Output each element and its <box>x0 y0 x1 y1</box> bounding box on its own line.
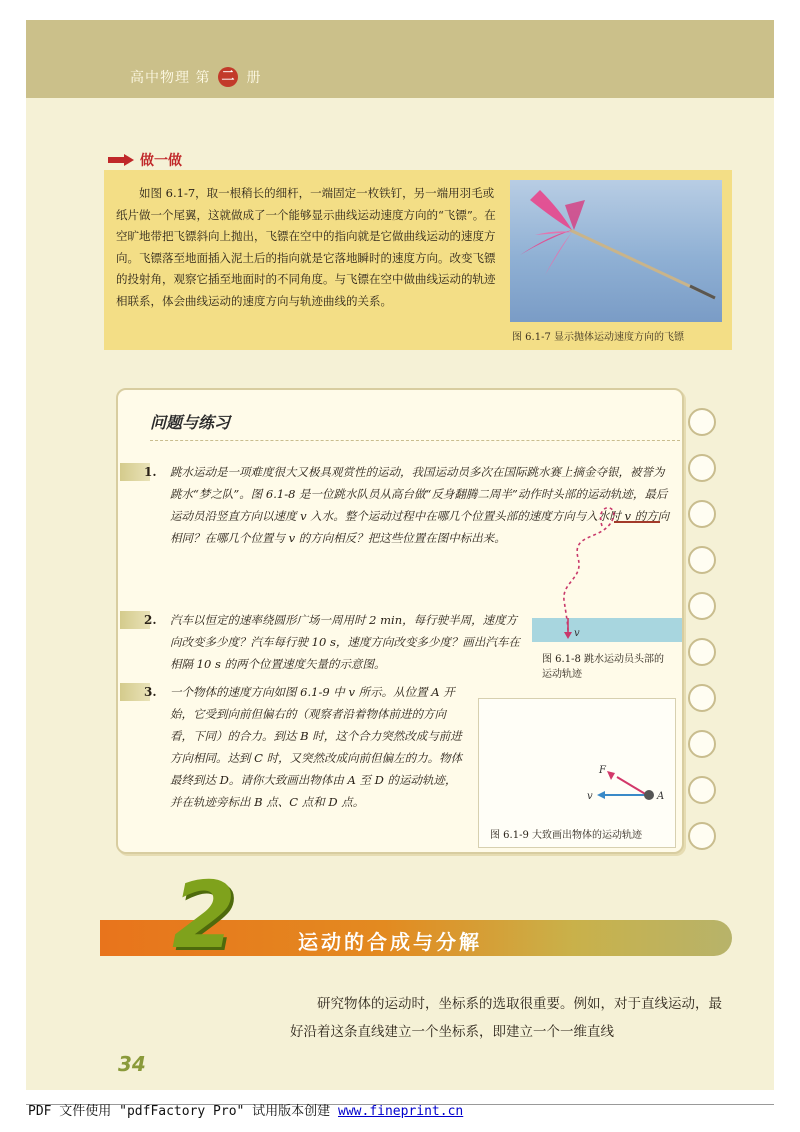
arrow-icon <box>108 154 134 166</box>
figure-6-1-8 <box>532 490 682 658</box>
activity-heading <box>108 150 182 170</box>
question-1-text: 跳水运动是一项难度很大又极具观赏性的运动，我国运动员多次在国际跳水赛上摘金夺银，被誉为跳水“梦之队”。图 6.1-8 是一位跳水队员从高台做“反身翻腾二周半”动作时头部的运动轨迹，最后运动员沿竖直方向以速度 v 入水。整个运动过程中在哪几个位置头部的速度方向与入水时 v 的方向相同？在哪几个位置与 v 的方向相反？把这些位置在图中标出来。 <box>170 465 670 545</box>
pdf-footer <box>28 1100 463 1119</box>
binder-ring <box>688 454 716 482</box>
figure-caption-6-1-8: 图 6.1-8 跳水运动员头部的运动轨迹 <box>542 654 665 680</box>
binder-ring <box>688 822 716 850</box>
dart-photo <box>510 180 722 322</box>
question-number: 3. <box>144 685 157 699</box>
question-3-text: 一个物体的速度方向如图 6.1-9 中 v 所示。从位置 A 开始，它受到向前但偏右的（观察者沿着物体前进的方向看，下同）的合力。到达 B 时，这个合力突然改成与前进方向相同。达到 C 时，又突然改成向前但偏左的力。物体最终到达 D。请你大致画出物体由 A 至 D 的运动轨迹，并在轨迹旁标出 B 点、C 点和 D 点。 <box>170 685 463 809</box>
section-body-text: 研究物体的运动时，坐标系的选取很重要。例如，对于直线运动，最好沿着这条直线建立一个坐标系，即建立一个一维直线 <box>290 996 722 1040</box>
binder-ring <box>688 592 716 620</box>
divider <box>150 440 680 441</box>
velocity-label-v: v <box>587 791 593 802</box>
question-2-text: 汽车以恒定的速率绕圆形广场一周用时 2 min，每行驶半周，速度方向改变多少度？汽车每行驶 10 s，速度方向改变多少度？画出汽车在相隔 10 s 的两个位置速度矢量的示意图。 <box>170 613 520 671</box>
page-number: 34 <box>118 1052 146 1076</box>
footer-text: PDF 文件使用 "pdfFactory Pro" 试用版本创建 <box>28 1104 339 1119</box>
force-diagram <box>479 699 675 847</box>
binder-ring <box>688 500 716 528</box>
figure-caption-6-1-7: 图 6.1-7 显示抛体运动速度方向的飞镖 <box>512 332 685 343</box>
section-title: 运动的合成与分解 <box>298 930 482 954</box>
binder-ring <box>688 684 716 712</box>
activity-text: 如图 6.1-7，取一根稍长的细杆，一端固定一枚铁钉，另一端用羽毛或纸片做一个尾翼，这就做成了一个能够显示曲线运动速度方向的“飞镖”。在空旷地带把飞镖斜向上抛出，飞镖在空中的指向就是它做曲线运动的速度方向。飞镖落至地面插入泥土后的指向就是它落地瞬时的速度方向。改变飞镖的投射角，观察它插至地面时的不同角度。与飞镖在空中做曲线运动的轨迹相联系，体会曲线运动的速度方向与轨迹曲线的关系。 <box>116 186 496 308</box>
binder-ring <box>688 776 716 804</box>
activity-heading-label: 做一做 <box>140 153 182 169</box>
footer-link[interactable]: www.fineprint.cn <box>338 1104 464 1119</box>
diver-trajectory <box>532 490 682 658</box>
question-number: 1. <box>144 465 157 479</box>
force-label-F: F <box>599 765 606 776</box>
binder-ring <box>688 546 716 574</box>
question-number: 2. <box>144 613 157 627</box>
section-number: 2 <box>172 862 237 969</box>
binder-ring <box>688 408 716 436</box>
exercise-title: 问题与练习 <box>150 413 231 432</box>
book-title <box>130 67 261 87</box>
binder-ring <box>688 638 716 666</box>
figure-caption-6-1-9: 图 6.1-9 大致画出物体的运动轨迹 <box>490 830 643 841</box>
binder-ring <box>688 730 716 758</box>
point-label-A: A <box>657 791 665 802</box>
dart-illustration <box>510 180 722 322</box>
velocity-label-v: v <box>574 628 580 639</box>
book-title-suffix: 册 <box>246 70 262 86</box>
book-title-prefix: 高中物理 第 <box>130 70 211 86</box>
volume-badge: 二 <box>218 67 238 87</box>
